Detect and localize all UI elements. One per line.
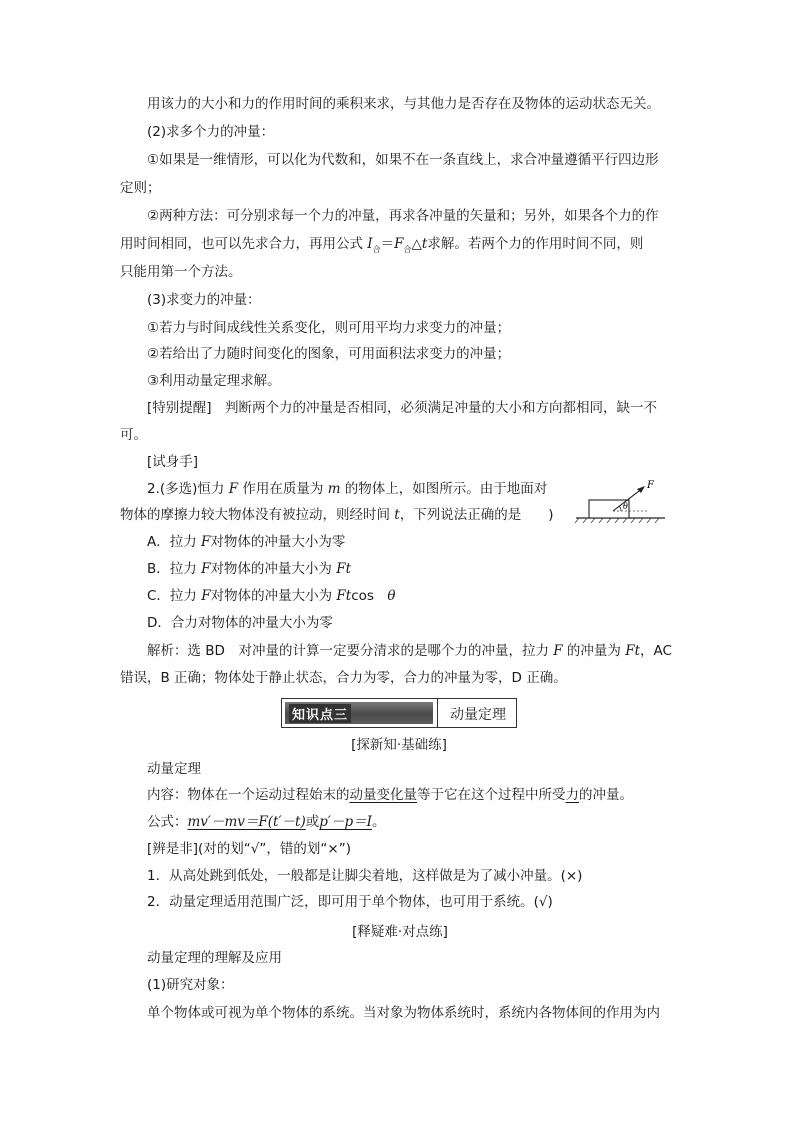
text-line: 只能用第一个方法。 xyxy=(120,264,242,280)
formula-var: t xyxy=(394,507,400,523)
text-span: 作用在质量为 xyxy=(238,481,328,497)
text-line: ②若给出了力随时间变化的图象，可用面积法求变力的冲量； xyxy=(147,346,511,362)
option-b xyxy=(147,560,351,578)
underlined-term: 力 xyxy=(565,787,579,803)
question-line xyxy=(120,506,554,524)
text-line: ②两种方法：可分别求每一个力的冲量，再求各冲量的矢量和；另外，如果各个力的作 xyxy=(147,208,659,224)
section-tag-label: 知识点三 xyxy=(289,704,351,723)
text-span: B．拉力 xyxy=(147,561,202,577)
formula: p′－p＝I xyxy=(319,814,372,830)
text-span: A．拉力 xyxy=(147,534,202,550)
text-span: 用时间相同，也可以先求合力，再用公式 xyxy=(120,236,368,252)
formula-var: t xyxy=(421,236,428,252)
text-line: 动量定理 xyxy=(147,761,201,777)
formula-var: m xyxy=(327,481,341,497)
text-line: 2．动量定理适用范围广泛，即可用于单个物体，也可用于系统。(√) xyxy=(147,894,553,910)
text-span: ，下列说法正确的是 ) xyxy=(399,507,554,523)
option-c xyxy=(147,587,396,605)
formula-var: F xyxy=(201,588,211,604)
text-span: 或 xyxy=(305,814,320,830)
answer-line xyxy=(147,642,672,660)
text-span: ，AC xyxy=(640,643,672,659)
text-span: 等于它在这个过程中所受 xyxy=(417,787,566,803)
section-title: 动量定理 xyxy=(450,707,506,723)
formula: mv′－mv＝F(t′－t) xyxy=(187,814,306,830)
text-line: [辨是非](对的划“√”，错的划“×”) xyxy=(147,841,351,857)
question-line xyxy=(147,480,547,498)
text-line: ①若力与时间成线性关系变化，则可用平均力求变力的冲量； xyxy=(147,320,511,336)
formula-var: F xyxy=(394,236,404,252)
text-span: 公式： xyxy=(147,814,188,830)
subsection-label: [探新知·基础练] xyxy=(351,737,447,753)
text-line: ③利用动量定理求解。 xyxy=(147,373,281,389)
ground-hatching xyxy=(575,518,659,523)
text-line: (3)求变力的冲量： xyxy=(147,292,261,308)
force-diagram xyxy=(573,476,668,524)
subsection-label: [释疑难·对点练] xyxy=(352,924,448,940)
text-line: [特别提醒] 判断两个力的冲量是否相同，必须满足冲量的大小和方向都相同，缺一不 xyxy=(147,400,658,416)
option-d: D．合力对物体的冲量大小为零 xyxy=(147,615,333,631)
text-span: 。 xyxy=(371,814,386,830)
text-line: 可。 xyxy=(120,427,147,443)
formula-var: Ft xyxy=(336,561,352,577)
angle-label: θ xyxy=(623,502,628,511)
text-span: 解析：选 BD 对冲量的计算一定要分清求的是哪个力的冲量，拉力 xyxy=(147,643,554,659)
underlined-term: 动量变化量 xyxy=(349,787,417,803)
text-span: 的冲量。 xyxy=(579,787,633,803)
text-span: C．拉力 xyxy=(147,588,202,604)
text-line: [试身手] xyxy=(147,454,199,470)
formula-var: F xyxy=(228,481,239,497)
text-span: 物体的摩擦力较大物体没有被拉动，则经时间 xyxy=(120,507,395,523)
formula-op: ＝ xyxy=(380,236,395,252)
section-tag xyxy=(285,702,433,724)
text-line: ①如果是一维情形，可以化为代数和，如果不在一条直线上，求合冲量遵循平行四边形 xyxy=(147,152,659,168)
text-span: 的物体上，如图所示。由于地面对 xyxy=(340,481,548,497)
text-line: 单个物体或可视为单个物体的系统。当对象为物体系统时，系统内各物体间的作用为内 xyxy=(147,1005,660,1021)
force-label: F xyxy=(647,480,654,491)
option-a xyxy=(147,533,345,551)
text-line: 1．从高处跳到低处，一般都是让脚尖着地，这样做是为了减小冲量。(×) xyxy=(147,868,583,884)
formula-var: F xyxy=(553,643,563,659)
formula-var: F xyxy=(201,534,211,550)
formula-func: cos xyxy=(351,588,388,604)
text-line: (1)研究对象： xyxy=(147,977,234,993)
formula-sub: 合 xyxy=(372,245,381,254)
answer-line: 错误，B 正确；物体处于静止状态，合力为零，合力的冲量为零，D 正确。 xyxy=(120,670,567,686)
formula-var: F xyxy=(201,561,211,577)
text-span: 内容：物体在一个运动过程始末的 xyxy=(147,787,350,803)
formula-var: Ft xyxy=(336,588,352,604)
formula-line xyxy=(147,813,385,831)
section-divider xyxy=(437,699,438,727)
section-header xyxy=(281,698,517,728)
text-span: 求解。若两个力的作用时间不同，则 xyxy=(427,236,644,252)
text-span: 对物体的冲量大小为零 xyxy=(210,534,346,550)
formula-op: △ xyxy=(411,236,422,252)
text-line: 定则； xyxy=(120,180,161,196)
formula-var: Ft xyxy=(625,643,641,659)
text-line: 动量定理的理解及应用 xyxy=(147,950,282,966)
text-span: 对物体的冲量大小为 xyxy=(210,588,337,604)
formula-var: I xyxy=(367,236,373,252)
text-line: (2)求多个力的冲量： xyxy=(147,124,275,140)
formula-sub: 合 xyxy=(403,245,412,254)
text-span: 的冲量为 xyxy=(562,643,626,659)
text-span: 2.(多选)恒力 xyxy=(147,481,229,497)
text-line xyxy=(120,235,643,255)
formula-var: θ xyxy=(387,588,396,604)
text-span: 对物体的冲量大小为 xyxy=(210,561,337,577)
text-line: 用该力的大小和力的作用时间的乘积来求，与其他力是否存在及物体的运动状态无关。 xyxy=(147,96,660,112)
text-line xyxy=(147,786,633,804)
